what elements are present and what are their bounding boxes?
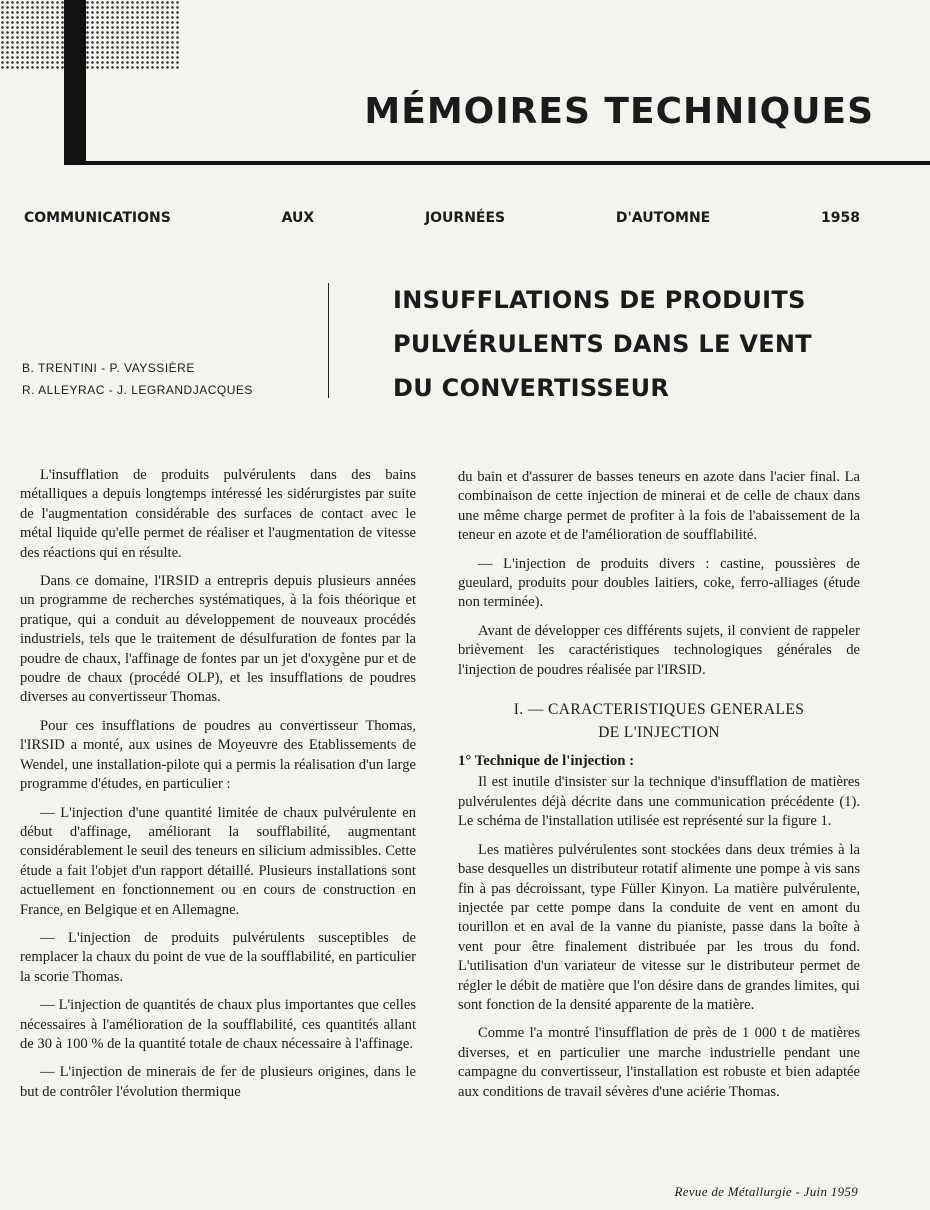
author-line: R. ALLEYRAC - J. LEGRANDJACQUES	[22, 383, 253, 397]
paragraph: Les matières pulvérulentes sont stockées dans deux trémies à la base desquelles un distributeur rotatif alimente une pompe à vis sans fin à pas décroissant, type Füller Kinyon. La matière pulvérulente, injectée par cette pompe dans la conduite de vent en amont du tourillon et en aval de la vanne du pianiste, passe dans la boîte à vent pour être finalement distribuée par les trous du fond. L'utilisation d'un variateur de vitesse sur le distributeur permet de régler le débit de matière que l'on désire dans de grandes limites, qui sont fonction de la densité apparente de la matière.	[458, 841, 860, 1013]
series-line	[24, 210, 860, 226]
subsection-heading: 1° Technique de l'injection :	[458, 753, 635, 770]
paragraph: — L'injection de produits pulvérulents susceptibles de remplacer la chaux du point de vue de la soufflabilité, en particulier la scorie Thomas.	[20, 929, 416, 985]
author-line: B. TRENTINI - P. VAYSSIÈRE	[22, 361, 195, 375]
paragraph: Pour ces insufflations de poudres au convertisseur Thomas, l'IRSID a monté, aux usines de Moyeuvre des Etablissements de Wendel, une installation-pilote qui a permis la réalisation d'un large programme d'études, en particulier :	[20, 717, 416, 793]
paragraph: du bain et d'assurer de basses teneurs en azote dans l'acier final. La combinaison de cette injection de minerai et de celle de chaux dans une même charge permet de profiter à la fois de l'abaissement de la teneur en azote et de l'amélioration de soufflabilité.	[458, 469, 860, 544]
header-rule	[64, 161, 930, 165]
series-word: 1958	[821, 210, 860, 226]
article-title-line: INSUFFLATIONS DE PRODUITS	[393, 286, 806, 314]
series-word: AUX	[281, 210, 315, 226]
authors-block	[22, 357, 312, 401]
article-title-line: PULVÉRULENTS DANS LE VENT	[393, 330, 812, 358]
left-column	[20, 466, 416, 1111]
paragraph: Dans ce domaine, l'IRSID a entrepris depuis plusieurs années un programme de recherches systématiques, à la fois théorique et pratique, qui a conduit au développement de nouveaux procédés industriels, tels que le traitement de désulfuration de fontes par la poudre de chaux, l'affinage de fontes par un jet d'oxygène pur et de poudre de chaux (procédé OLP), et les insufflations de poudres diverses au convertisseur Thomas.	[20, 573, 416, 706]
paragraph: L'insufflation de produits pulvérulents dans des bains métalliques a depuis longtemps intéressé les sidérurgistes par suite de l'augmentation considérable des surfaces de contact avec le métal liquide qu'elle permet de réaliser et l'augmentation de vitesse des réactions qui en résulte.	[20, 467, 416, 561]
paragraph: — L'injection d'une quantité limitée de chaux pulvérulente en début d'affinage, améliorant la soufflabilité, augmentant considérablement le seuil des teneurs en silicium admissibles. Cette étude a fait l'objet d'un rapport détaillé. Plusieurs installations sont actuellement en fonctionnement ou en cours de construction en France, en Belgique et en Allemagne.	[20, 804, 416, 918]
paragraph: — L'injection de produits divers : castine, poussières de gueulard, produits pour doubles laitiers, coke, ferro-alliages (étude non terminée).	[458, 555, 860, 611]
article-title	[393, 278, 893, 410]
header-vertical-bar	[64, 0, 86, 165]
series-word: COMMUNICATIONS	[24, 210, 171, 226]
paragraph: Il est inutile d'insister sur la technique d'insufflation de matières pulvérulentes déjà décrite dans une communication précédente (1). Le schéma de l'installation utilisée est représenté sur la figure 1.	[458, 774, 860, 830]
journal-footer: Revue de Métallurgie - Juin 1959	[674, 1184, 858, 1199]
paragraph: Avant de développer ces différents sujets, il convient de rappeler brièvement les caractéristiques technologiques générales de l'injection de poudres réalisée par l'IRSID.	[458, 622, 860, 678]
section-heading-line: DE L'INJECTION	[598, 724, 720, 742]
section-heading	[458, 698, 860, 744]
right-column	[458, 468, 860, 1111]
halftone-dot-pattern	[0, 0, 180, 70]
series-word: D'AUTOMNE	[615, 210, 711, 226]
title-separator	[328, 283, 329, 398]
paragraph: — L'injection de minerais de fer de plusieurs origines, dans le but de contrôler l'évolution thermique	[20, 1064, 416, 1100]
article-title-line: DU CONVERTISSEUR	[393, 374, 670, 402]
journal-section-title: MÉMOIRES TECHNIQUES	[364, 91, 874, 132]
paragraph: Comme l'a montré l'insufflation de près de 1 000 t de matières diverses, et en particulier une marche industrielle pendant une campagne du convertisseur, l'installation est robuste et bien adaptée aux conditions de travail sévères d'une aciérie Thomas.	[458, 1025, 860, 1100]
paragraph: — L'injection de quantités de chaux plus importantes que celles nécessaires à l'amélioration de la soufflabilité, ces quantités allant de 30 à 100 % de la quantité totale de chaux nécessaire à l'affinage.	[20, 997, 416, 1052]
section-heading-line: I. — CARACTERISTIQUES GENERALES	[513, 701, 805, 719]
series-word: JOURNÉES	[424, 210, 506, 226]
